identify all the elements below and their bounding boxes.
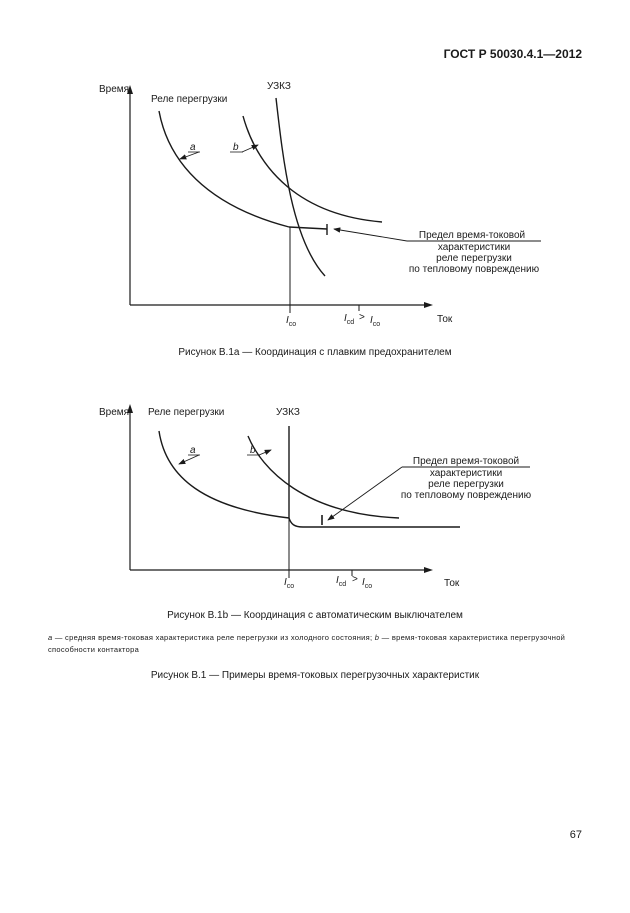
callout-line-2: характеристики <box>437 242 511 253</box>
curve-b-label: b <box>233 142 239 153</box>
icd-tick-label: Icd <box>336 575 347 588</box>
x-axis-arrow <box>424 567 433 573</box>
callout-line-3: реле перегрузки <box>428 479 504 490</box>
callout-line-2: характеристики <box>429 468 503 479</box>
curve-b <box>243 116 382 222</box>
standard-number: ГОСТ Р 50030.4.1—2012 <box>443 47 582 61</box>
curve-a-label: a <box>190 445 196 456</box>
callout-line-1: Предел время-токовой <box>412 456 520 467</box>
callout-line-3: реле перегрузки <box>436 253 512 264</box>
legend-a-symbol: a <box>48 633 53 642</box>
scpd-label: УЗКЗ <box>267 81 291 92</box>
y-axis-label: Время <box>99 84 130 95</box>
curve-a-label: a <box>190 142 196 153</box>
figure-1b <box>0 380 630 590</box>
x-axis-label: Ток <box>437 314 453 325</box>
figure-caption: Рисунок В.1 — Примеры время-токовых перегрузочных характеристик <box>150 670 480 681</box>
callout-pointer <box>334 229 407 241</box>
overload-limit-line <box>289 227 327 229</box>
icd-tick-label: Icd <box>344 313 355 326</box>
ico-tick-label: Ico <box>286 315 297 328</box>
x-axis-label: Ток <box>444 578 460 589</box>
scpd-label: УЗКЗ <box>276 407 300 418</box>
callout-pointer <box>328 467 402 520</box>
overload-relay-label: Реле перегрузки <box>151 94 228 105</box>
figure-1a-caption: Рисунок В.1a — Координация с плавким предохранителем <box>178 347 452 358</box>
legend-b-text: — время-токовая характеристика перегрузочной способности контактора <box>48 633 566 654</box>
curve-scpd-knee <box>289 518 460 527</box>
overload-relay-label: Реле перегрузки <box>148 407 225 418</box>
curve-b-leader <box>259 450 271 455</box>
curve-b <box>248 436 399 518</box>
ico2-tick-label: Ico <box>370 315 381 328</box>
legend-note <box>48 632 583 656</box>
y-axis-label: Время <box>99 407 130 418</box>
legend-b-symbol: b <box>374 633 380 642</box>
ico-tick-label: Ico <box>284 577 295 590</box>
curve-a-leader <box>179 455 199 464</box>
callout-line-1: Предел время-токовой <box>418 230 526 241</box>
ico2-tick-label: Ico <box>362 577 373 590</box>
curve-a <box>159 431 289 518</box>
figure-1a <box>0 0 630 360</box>
callout-line-4: по тепловому повреждению <box>400 490 532 501</box>
gt-sign: > <box>359 312 365 323</box>
curve-scpd <box>276 98 325 276</box>
curve-b-label: b <box>250 445 256 456</box>
x-axis-arrow <box>424 302 433 308</box>
curve-a-leader <box>180 152 199 159</box>
callout-line-4: по тепловому повреждению <box>408 264 540 275</box>
figure-1b-caption: Рисунок В.1b — Координация с автоматическим выключателем <box>167 610 463 621</box>
gt-sign: > <box>352 574 358 585</box>
page-number: 67 <box>569 829 582 841</box>
legend-a-text: — средняя время-токовая характеристика реле перегрузки из холодного состояния; <box>52 633 375 642</box>
